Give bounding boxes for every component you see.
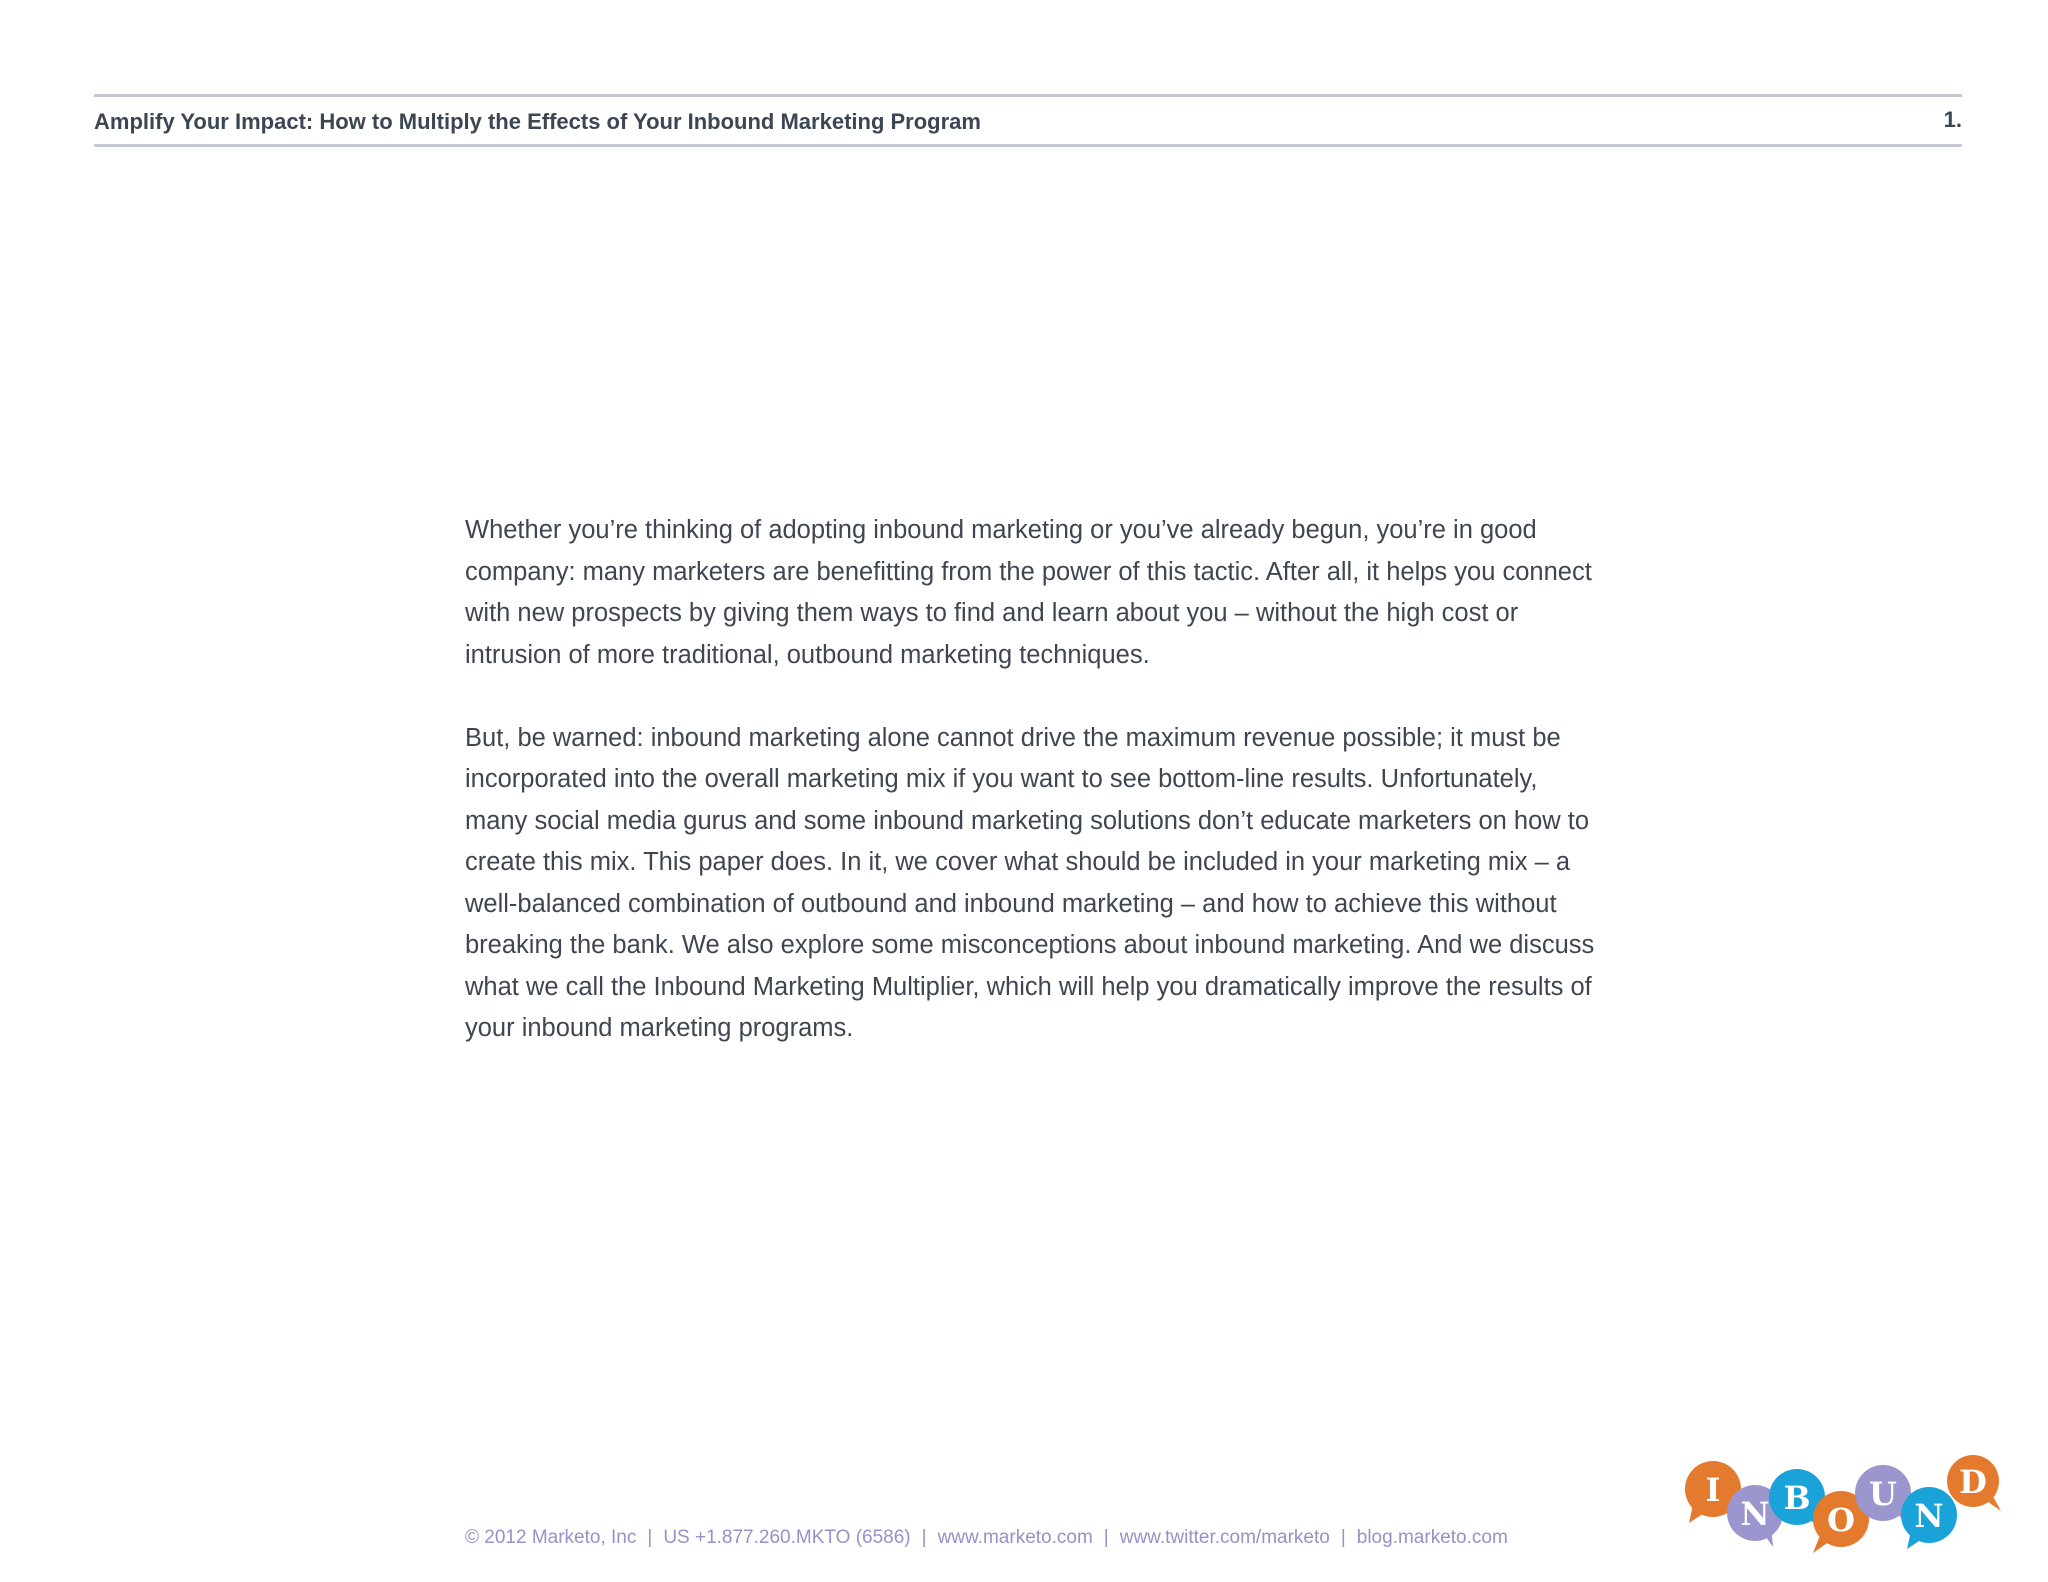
logo-letter-n2: N [1914, 1497, 1944, 1535]
footer-twitter-link[interactable]: www.twitter.com/marketo [1119, 1527, 1330, 1548]
warning-paragraph: But, be warned: inbound marketing alone cannot drive the maximum revenue possible; it must be incorporated into the overall marketing mix if you want to see bottom-line results. Unfortunately, many social media gurus and some inbound marketing solutions don’t educate marketers on how to create this mix. This paper does. In it, we cover what should be included in your marketing mix – a well-balanced combination of outbound and inbound marketing – and how to achieve this without breaking the bank. We also explore some misconceptions about inbound marketing. And we discuss what we call the Inbound Marketing Multiplier, which will help you dramatically improve the results of your inbound marketing programs. [465, 723, 1595, 1042]
logo-letter-b: B [1783, 1479, 1811, 1517]
logo-letter-u: U [1869, 1475, 1897, 1513]
logo-letter-i: I [1705, 1471, 1721, 1509]
footer-copyright: © 2012 Marketo, Inc [465, 1527, 637, 1548]
footer-separator: | [1103, 1527, 1109, 1548]
footer-separator: | [647, 1527, 653, 1548]
intro-paragraph: Whether you’re thinking of adopting inbound marketing or you’ve already begun, you’re in good company: many marketers are benefitting from the power of this tactic. After all, it helps you connect with new prospects by giving them ways to find and learn about you – without the high cost or intrusion of more traditional, outbound marketing techniques. [465, 516, 1592, 669]
logo-bubble-d [1947, 1455, 2001, 1511]
page-number: 1. [1943, 107, 1962, 132]
logo-letter-d: D [1959, 1463, 1987, 1501]
footer-phone: US +1.877.260.MKTO (6586) [663, 1527, 911, 1548]
page-header [94, 94, 1962, 147]
inbound-logo [1685, 1455, 2005, 1555]
logo-bubble-n2 [1901, 1487, 1957, 1549]
footer-website-link[interactable]: www.marketo.com [937, 1527, 1093, 1548]
footer-blog-link[interactable]: blog.marketo.com [1356, 1527, 1508, 1548]
logo-letter-o: O [1827, 1501, 1855, 1539]
logo-letter-n: N [1740, 1495, 1770, 1533]
page-footer [465, 1527, 1508, 1549]
body-content [465, 510, 1605, 1091]
document-title: Amplify Your Impact: How to Multiply the Effects of Your Inbound Marketing Program [94, 109, 981, 134]
footer-separator: | [1340, 1527, 1346, 1548]
footer-separator: | [921, 1527, 927, 1548]
